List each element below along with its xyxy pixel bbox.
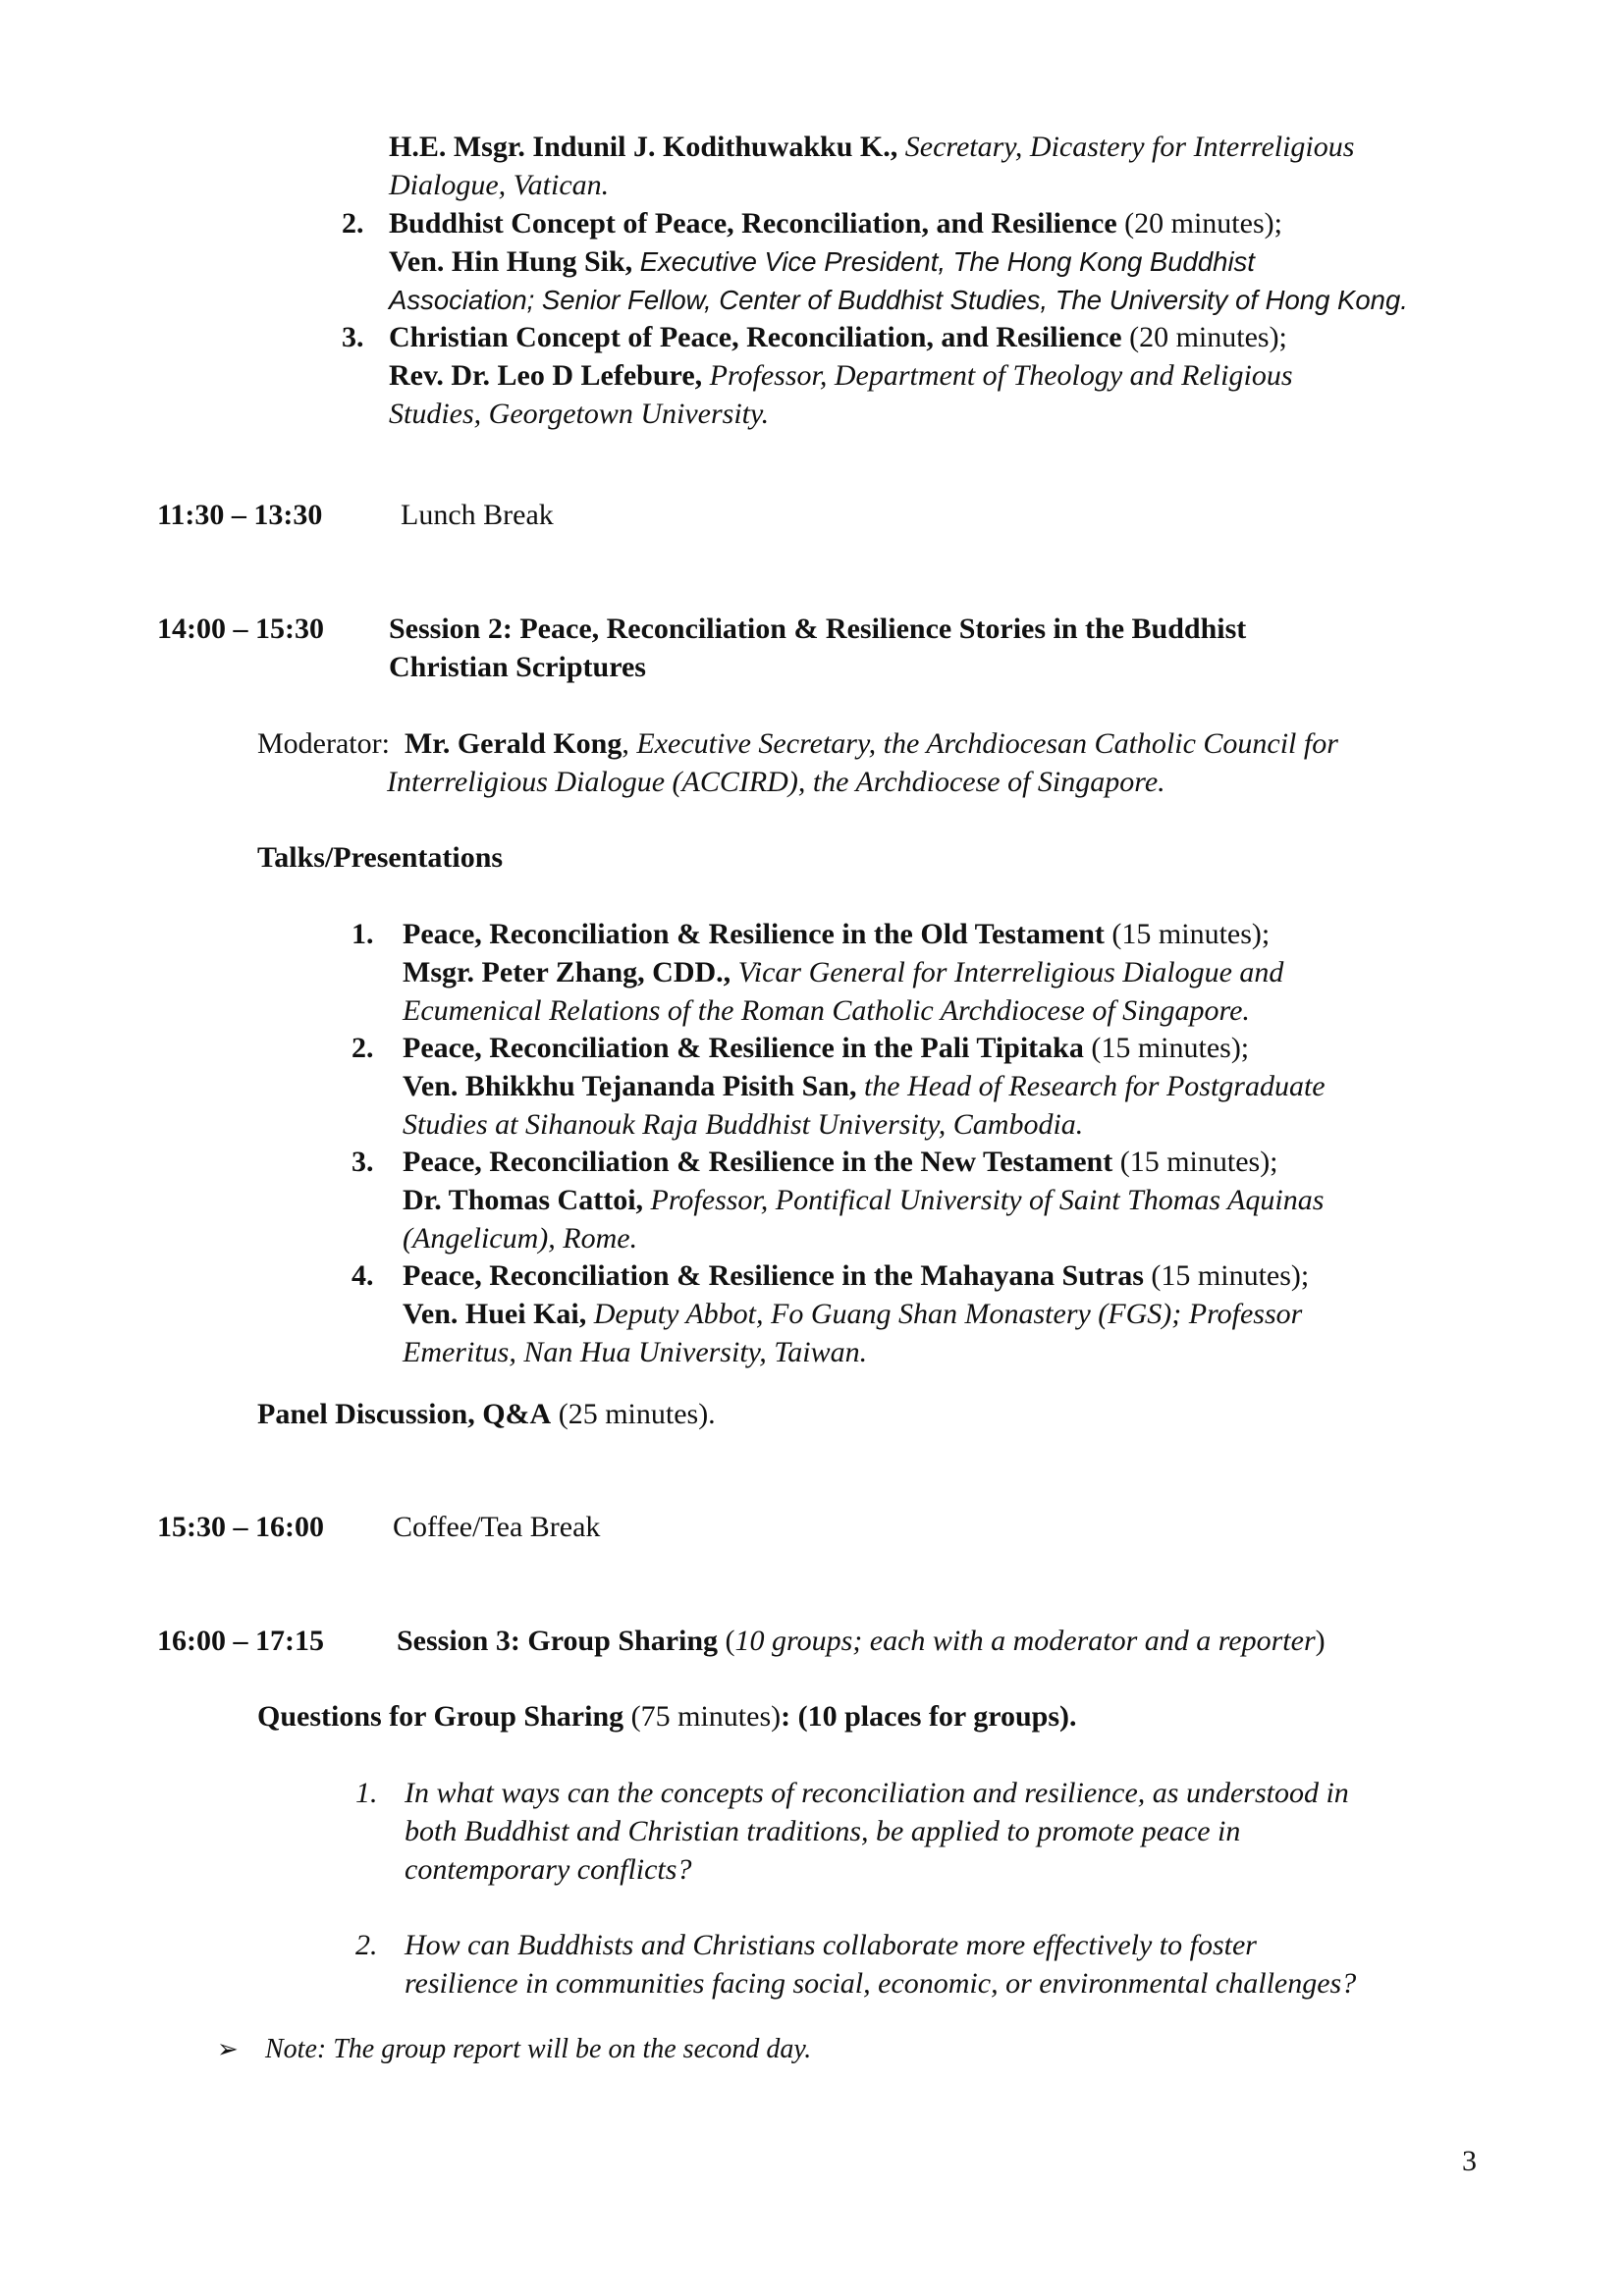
schedule-item-label: Lunch Break — [401, 499, 554, 531]
speaker-role-continued: Dialogue, Vatican. — [389, 169, 610, 201]
question-text-continued: contemporary conflicts? — [405, 1853, 692, 1886]
speaker-name: Msgr. Peter Zhang, CDD., — [403, 956, 731, 988]
session-title-continued: Christian Scriptures — [389, 651, 646, 683]
talk-duration: (15 minutes); — [1151, 1259, 1310, 1292]
list-number: 2. — [355, 1929, 378, 1961]
questions-heading-line: Questions for Group Sharing (75 minutes): (10 places for groups). — [257, 1700, 1077, 1733]
talk-duration: (15 minutes); — [1111, 918, 1271, 950]
questions-heading: Questions for Group Sharing — [257, 1700, 624, 1733]
talk-title: Christian Concept of Peace, Reconciliation, and Resilience — [389, 321, 1122, 353]
panel-discussion-line — [257, 1395, 716, 1433]
talk-title: Peace, Reconciliation & Resilience in the Pali Tipitaka — [403, 1032, 1084, 1064]
session-title-line: Session 3: Group Sharing (10 groups; each with a moderator and a reporter) — [397, 1625, 1326, 1657]
time-slot: 11:30 – 13:30 — [157, 499, 323, 531]
list-number: 3. — [352, 1146, 374, 1178]
speaker-role-continued: Ecumenical Relations of the Roman Catholic Archdiocese of Singapore. — [403, 994, 1250, 1027]
speaker-role-continued: Association; Senior Fellow, Center of Buddhist Studies, The University of Hong Kong. — [389, 285, 1408, 315]
talk-title-line — [389, 318, 1287, 356]
list-number: 4. — [352, 1259, 374, 1292]
speaker-name: Ven. Bhikkhu Tejananda Pisith San, — [403, 1070, 857, 1102]
speaker-name: Rev. Dr. Leo D Lefebure, — [389, 359, 703, 392]
speaker-line — [389, 128, 1354, 166]
session-detail: 10 groups; each with a moderator and a reporter — [734, 1625, 1316, 1657]
speaker-role: Executive Vice President, The Hong Kong Buddhist — [639, 246, 1255, 277]
list-number: 2. — [352, 1032, 374, 1064]
speaker-role: Deputy Abbot, Fo Guang Shan Monastery (FGS); Professor — [593, 1298, 1303, 1330]
speaker-role: the Head of Research for Postgraduate — [863, 1070, 1326, 1102]
page-number: 3 — [1462, 2145, 1477, 2177]
moderator-role: Executive Secretary, the Archdiocesan Catholic Council for — [636, 727, 1338, 760]
schedule-item-label: Coffee/Tea Break — [393, 1511, 601, 1543]
moderator-label: Moderator: — [257, 727, 390, 760]
list-number: 2. — [342, 207, 364, 240]
talk-title-line — [403, 1029, 1249, 1067]
speaker-line — [403, 953, 1283, 991]
speaker-line — [403, 1295, 1302, 1333]
speaker-role-continued: Studies, Georgetown University. — [389, 398, 770, 430]
time-slot: 14:00 – 15:30 — [157, 613, 324, 645]
speaker-role: Professor, Pontifical University of Saint Thomas Aquinas — [650, 1184, 1325, 1216]
talk-duration: (15 minutes); — [1119, 1146, 1278, 1178]
moderator-line: Moderator: Mr. Gerald Kong, Executive Secretary, the Archdiocesan Catholic Council for — [257, 727, 1338, 760]
speaker-name: H.E. Msgr. Indunil J. Kodithuwakku K., — [389, 131, 898, 163]
panel-label: Panel Discussion, Q&A — [257, 1398, 552, 1430]
session-title: Session 3: Group Sharing — [397, 1625, 719, 1657]
talk-title: Peace, Reconciliation & Resilience in the New Testament — [403, 1146, 1113, 1178]
questions-duration: (75 minutes) — [630, 1700, 782, 1733]
list-number: 3. — [342, 321, 364, 353]
panel-duration: (25 minutes). — [558, 1398, 716, 1430]
talk-duration: (20 minutes); — [1129, 321, 1287, 353]
time-slot: 16:00 – 17:15 — [157, 1625, 324, 1657]
speaker-line — [389, 242, 1255, 281]
question-text-continued: resilience in communities facing social, economic, or environmental challenges? — [405, 1967, 1357, 2000]
speaker-name: Dr. Thomas Cattoi, — [403, 1184, 644, 1216]
talk-title-line — [389, 204, 1282, 242]
talk-title-line — [403, 1256, 1309, 1295]
talk-title: Peace, Reconciliation & Resilience in the Old Testament — [403, 918, 1105, 950]
talk-duration: (15 minutes); — [1091, 1032, 1250, 1064]
time-slot: 15:30 – 16:00 — [157, 1511, 324, 1543]
speaker-role-continued: (Angelicum), Rome. — [403, 1222, 638, 1255]
speaker-name: Ven. Huei Kai, — [403, 1298, 587, 1330]
talks-heading: Talks/Presentations — [257, 841, 504, 874]
speaker-role: Professor, Department of Theology and Religious — [709, 359, 1293, 392]
list-number: 1. — [355, 1777, 378, 1809]
speaker-role: Secretary, Dicastery for Interreligious — [904, 131, 1355, 163]
talk-duration: (20 minutes); — [1124, 207, 1282, 240]
list-number: 1. — [352, 918, 374, 950]
speaker-role-continued: Emeritus, Nan Hua University, Taiwan. — [403, 1336, 868, 1368]
moderator-role-continued: Interreligious Dialogue (ACCIRD), the Archdiocese of Singapore. — [387, 766, 1165, 798]
talk-title: Peace, Reconciliation & Resilience in the Mahayana Sutras — [403, 1259, 1144, 1292]
questions-places: (10 places for groups). — [797, 1700, 1077, 1733]
question-text: In what ways can the concepts of reconciliation and resilience, as understood in — [405, 1777, 1349, 1809]
talk-title-line — [403, 1143, 1278, 1181]
note-text: Note: The group report will be on the second day. — [265, 2034, 812, 2064]
speaker-name: Ven. Hin Hung Sik, — [389, 245, 633, 278]
talk-title: Buddhist Concept of Peace, Reconciliation, and Resilience — [389, 207, 1117, 240]
question-text-continued: both Buddhist and Christian traditions, be applied to promote peace in — [405, 1815, 1241, 1847]
speaker-role: Vicar General for Interreligious Dialogue and — [737, 956, 1284, 988]
moderator-name: Mr. Gerald Kong — [404, 727, 623, 760]
speaker-role-continued: Studies at Sihanouk Raja Buddhist University, Cambodia. — [403, 1108, 1084, 1141]
question-text: How can Buddhists and Christians collaborate more effectively to foster — [405, 1929, 1257, 1961]
session-title: Session 2: Peace, Reconciliation & Resilience Stories in the Buddhist — [389, 613, 1247, 645]
arrow-bullet-icon: ➢ — [217, 2035, 239, 2063]
speaker-line — [403, 1067, 1326, 1105]
speaker-line — [403, 1181, 1324, 1219]
speaker-line — [389, 356, 1293, 395]
talk-title-line — [403, 915, 1270, 953]
